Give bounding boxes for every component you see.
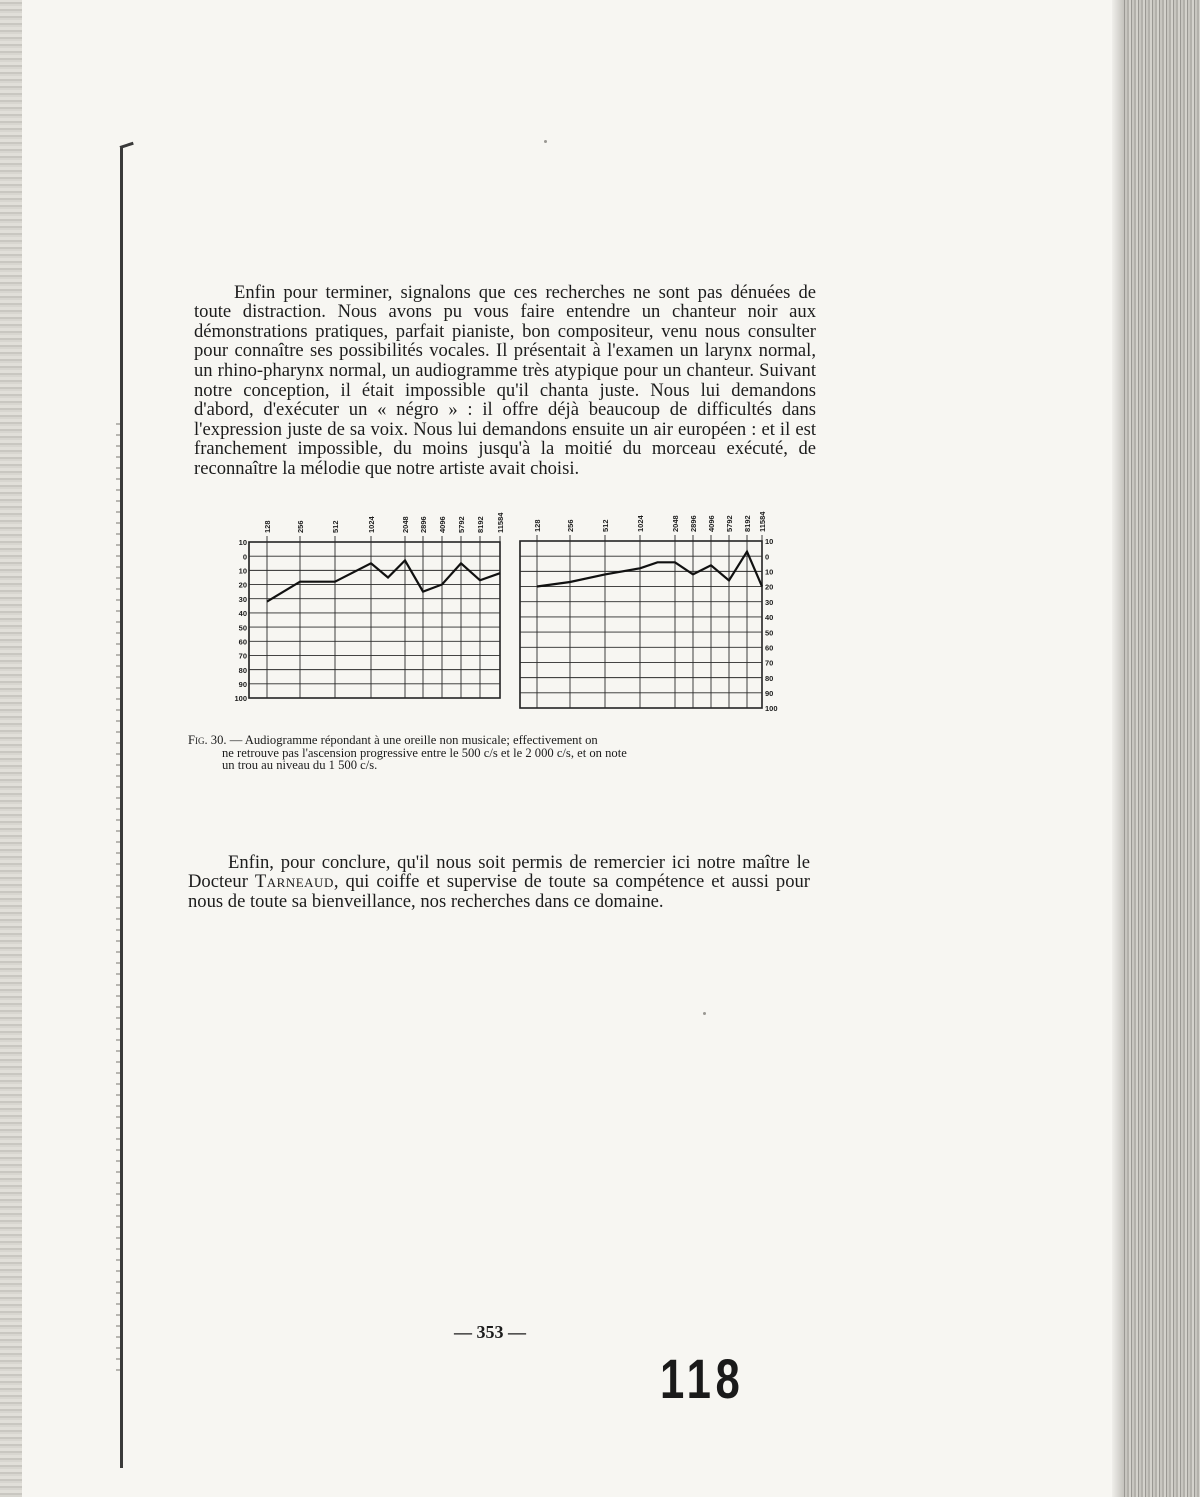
x-tick-label: 2048 [671, 515, 680, 532]
x-tick-label: 2896 [419, 516, 428, 533]
speck [703, 1012, 706, 1015]
page-number: — 353 — [454, 1322, 526, 1342]
x-tick-label: 2048 [401, 516, 410, 533]
caption-line-2: ne retrouve pas l'ascension progressive entre le 500 c/s et le 2 000 c/s, et on note [222, 745, 627, 760]
x-tick-label: 4096 [438, 516, 447, 533]
binding-mark-hook [120, 142, 134, 149]
y-tick-label: 50 [238, 623, 247, 633]
binding-mark [120, 148, 123, 1468]
x-tick-label: 128 [533, 519, 542, 532]
x-tick-label: 128 [263, 520, 272, 533]
paragraph-1: Enfin pour terminer, signalons que ces recherches ne sont pas dénuées de toute distraction. Nous avons pu vous faire entendre un chanteur noir aux démonstrations pratiques, parfait pianiste, bon compositeur, venu nous consulter pour connaître ses possibilités vocales. Il présentait à l'examen un larynx normal, un rhino-pharynx normal, un audiogramme très atypique pour un chanteur. Suivant notre conception, il était impossible qu'il chanta juste. Nous lui demandons d'abord, d'exécuter un « négro » : il offre déjà beaucoup de difficultés dans l'expression juste de sa voix. Nous lui demandons ensuite un air européen : et il est franchement impossible, du moins jusqu'à la moitié du morceau exécuté, de reconnaître la mélodie que notre artiste avait choisi. [194, 281, 816, 479]
y-tick-label: 10 [238, 538, 247, 548]
y-tick-label: 90 [238, 680, 247, 690]
y-tick-label: 30 [238, 594, 247, 604]
y-tick-label: 10 [238, 566, 247, 576]
speck [544, 140, 547, 143]
y-tick-label: 20 [765, 582, 774, 592]
audiogram-right [512, 504, 788, 716]
y-tick-label: 0 [242, 552, 247, 562]
x-tick-label: 4096 [707, 515, 716, 532]
x-tick-label: 5792 [457, 516, 466, 533]
y-tick-label: 60 [238, 637, 247, 647]
y-tick-label: 10 [765, 537, 774, 547]
y-tick-label: 100 [765, 704, 778, 714]
y-tick-label: 30 [765, 597, 774, 607]
audiogram-left [204, 504, 514, 710]
caption-line-1: — Audiogramme répondant à une oreille non musicale; effectivement on [226, 733, 598, 747]
x-tick-label: 11584 [496, 512, 505, 533]
x-tick-label: 512 [601, 519, 610, 532]
y-tick-label: 80 [765, 673, 774, 683]
audiogram-curve [267, 560, 500, 601]
audiogram-curve [537, 552, 762, 587]
author-name: Tarneaud [254, 871, 334, 893]
y-tick-label: 40 [765, 613, 774, 623]
x-tick-label: 1024 [636, 515, 645, 532]
x-tick-label: 2896 [689, 515, 698, 532]
audiogram-left-plot [204, 504, 514, 710]
scan-edge-left [0, 0, 22, 1497]
y-tick-label: 50 [765, 628, 774, 638]
x-tick-label: 8192 [743, 515, 752, 532]
y-tick-label: 20 [238, 580, 247, 590]
y-tick-label: 90 [765, 689, 774, 699]
y-tick-label: 0 [765, 552, 770, 562]
x-tick-label: 512 [331, 520, 340, 533]
x-tick-label: 256 [566, 519, 575, 532]
y-tick-label: 10 [765, 567, 774, 577]
paragraph-2: Enfin, pour conclure, qu'il nous soit permis de remercier ici notre maître le Docteur Tarneaud, qui coiffe et supervise de toute sa compétence et aussi pour nous de toute sa bienveillance, nos recherches dans ce domaine. [188, 851, 810, 912]
audiogram-frame [520, 541, 762, 708]
x-tick-label: 1024 [367, 516, 376, 533]
y-tick-label: 70 [238, 651, 247, 661]
margin-noise [116, 420, 120, 1380]
y-tick-label: 40 [238, 609, 247, 619]
figure-label: Fig. 30. [188, 733, 227, 747]
x-tick-label: 5792 [725, 515, 734, 532]
x-tick-label: 256 [296, 520, 305, 533]
scan-edge-right [1124, 0, 1200, 1497]
x-tick-label: 11584 [758, 511, 767, 532]
stamped-folio-number: 118 [660, 1347, 745, 1410]
figure-caption [188, 734, 808, 772]
audiogram-right-plot [512, 504, 788, 716]
caption-line-3: un trou au niveau du 1 500 c/s. [222, 758, 378, 773]
y-tick-label: 80 [238, 665, 247, 675]
x-tick-label: 8192 [476, 516, 485, 533]
y-tick-label: 60 [765, 643, 774, 653]
y-tick-label: 100 [234, 694, 247, 704]
y-tick-label: 70 [765, 658, 774, 668]
